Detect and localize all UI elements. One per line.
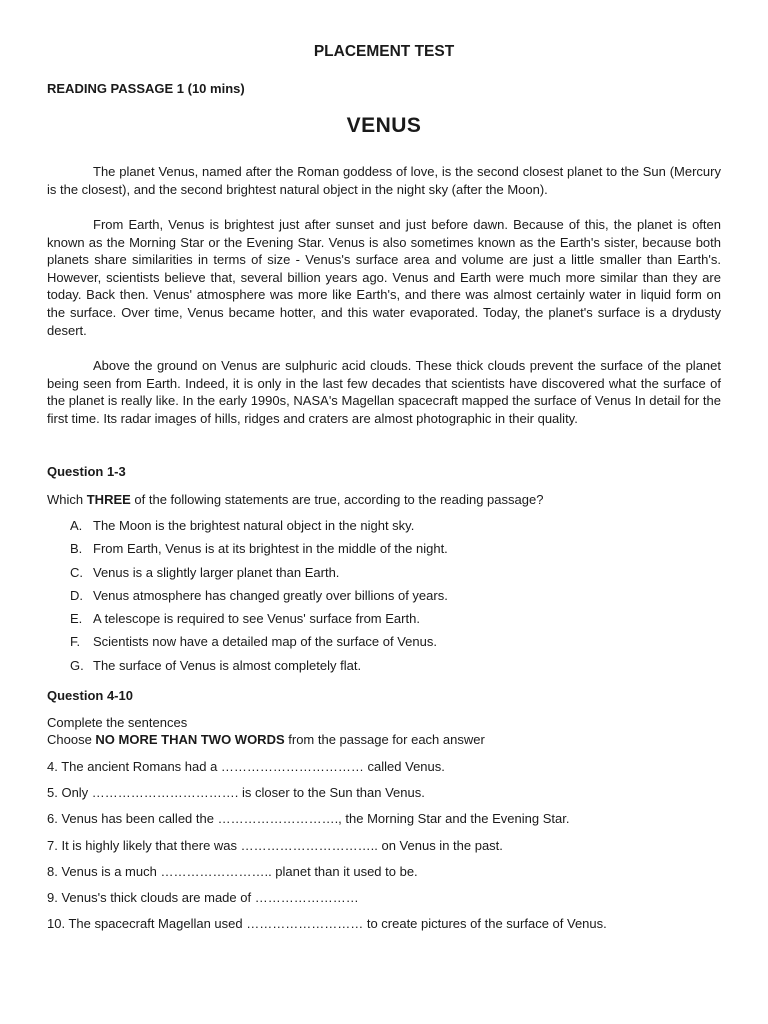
answer-option-f [70,633,448,656]
option-letter: C. [70,564,83,580]
instruction-emphasis: THREE [86,492,131,507]
instruction-text: Choose [47,732,96,747]
answer-option-c [70,564,448,587]
question-4-10-instruction-2 [47,731,485,748]
question-1-3-heading: Question 1-3 [47,464,126,479]
sentence-10: 10. The spacecraft Magellan used ……………………… to create pictures of the surface of Venus. [47,916,607,932]
passage-paragraph-2: From Earth, Venus is brightest just after sunset and just before dawn. Because of this, the planet is often known as the Morning Star or the Evening Star. Venus is also sometimes known as the Earth's sister, because both planets share similarities in terms of size - Venus's surface area and volume are just a little smaller than Earth's. However, scientists believe that, several billion years ago. Venus and Earth were much more similar than they are today. Back then. Venus' atmosphere was more like Earth's, and there was almost certainly water in liquid form on the surface. Over time, Venus became hotter, and this water evaporated. Today, the planet's surface is a drydusty desert. [47,217,721,338]
option-text: Scientists now have a detailed map of the surface of Venus. [93,634,437,650]
page-title: PLACEMENT TEST [313,43,455,60]
passage-paragraph-1: The planet Venus, named after the Roman goddess of love, is the second closest planet to the Sun (Mercury is the closest), and the second brightest natural object in the night sky (after the Moon). [47,164,721,197]
sentence-5: 5. Only ……………………………. is closer to the Sun than Venus. [47,785,425,801]
option-letter: A. [70,518,83,533]
option-text: Venus is a slightly larger planet than Earth. [93,564,340,580]
sentence-8: 8. Venus is a much …………………….. planet than it used to be. [47,863,418,879]
passage-paragraph-3: Above the ground on Venus are sulphuric acid clouds. These thick clouds prevent the surface of the planet being seen from Earth. Indeed, it is only in the last few decades that scientists have discovered what the surface of the planet is really like. In the early 1990s, NASA's Magellan spacecraft mapped the surface of Venus In detail for the first time. Its radar images of hills, ridges and craters are almost photographic in their quality. [47,358,721,426]
option-text: The surface of Venus is almost completely flat. [93,657,362,673]
option-letter: E. [70,611,83,627]
sentence-7: 7. It is highly likely that there was ………………………….. on Venus in the past. [47,837,503,853]
answer-option-a [70,517,448,540]
completion-sentences-list [47,758,607,941]
question-1-3-instruction [47,491,543,508]
option-letter: B. [70,541,83,557]
question-4-10-heading: Question 4-10 [47,688,133,703]
option-text: A telescope is required to see Venus' surface from Earth. [93,611,420,627]
option-text: The Moon is the brightest natural object in the night sky. [93,518,415,533]
option-text: Venus atmosphere has changed greatly over billions of years. [93,587,448,603]
answer-option-b [70,540,448,563]
instruction-text: of the following statements are true, according to the reading passage? [130,492,544,507]
answer-option-g [70,657,448,680]
instruction-emphasis: NO MORE THAN TWO WORDS [95,732,285,747]
option-text: From Earth, Venus is at its brightest in the middle of the night. [93,541,448,557]
question-4-10-instruction-1: Complete the sentences [47,715,188,730]
answer-options-list [70,517,448,680]
sentence-9: 9. Venus's thick clouds are made of …………………… [47,889,359,905]
option-letter: D. [70,587,83,603]
answer-option-e [70,610,448,633]
instruction-text: Which [47,492,87,507]
answer-option-d [70,587,448,610]
option-letter: G. [70,657,84,673]
passage-title: VENUS [346,114,422,137]
sentence-6: 6. Venus has been called the ………………………., the Morning Star and the Evening Star. [47,811,570,827]
option-letter: F. [70,634,81,650]
sentence-4: 4. The ancient Romans had a …………………………… called Venus. [47,759,445,774]
instruction-text: from the passage for each answer [284,732,485,747]
passage-label: READING PASSAGE 1 (10 mins) [47,81,245,96]
